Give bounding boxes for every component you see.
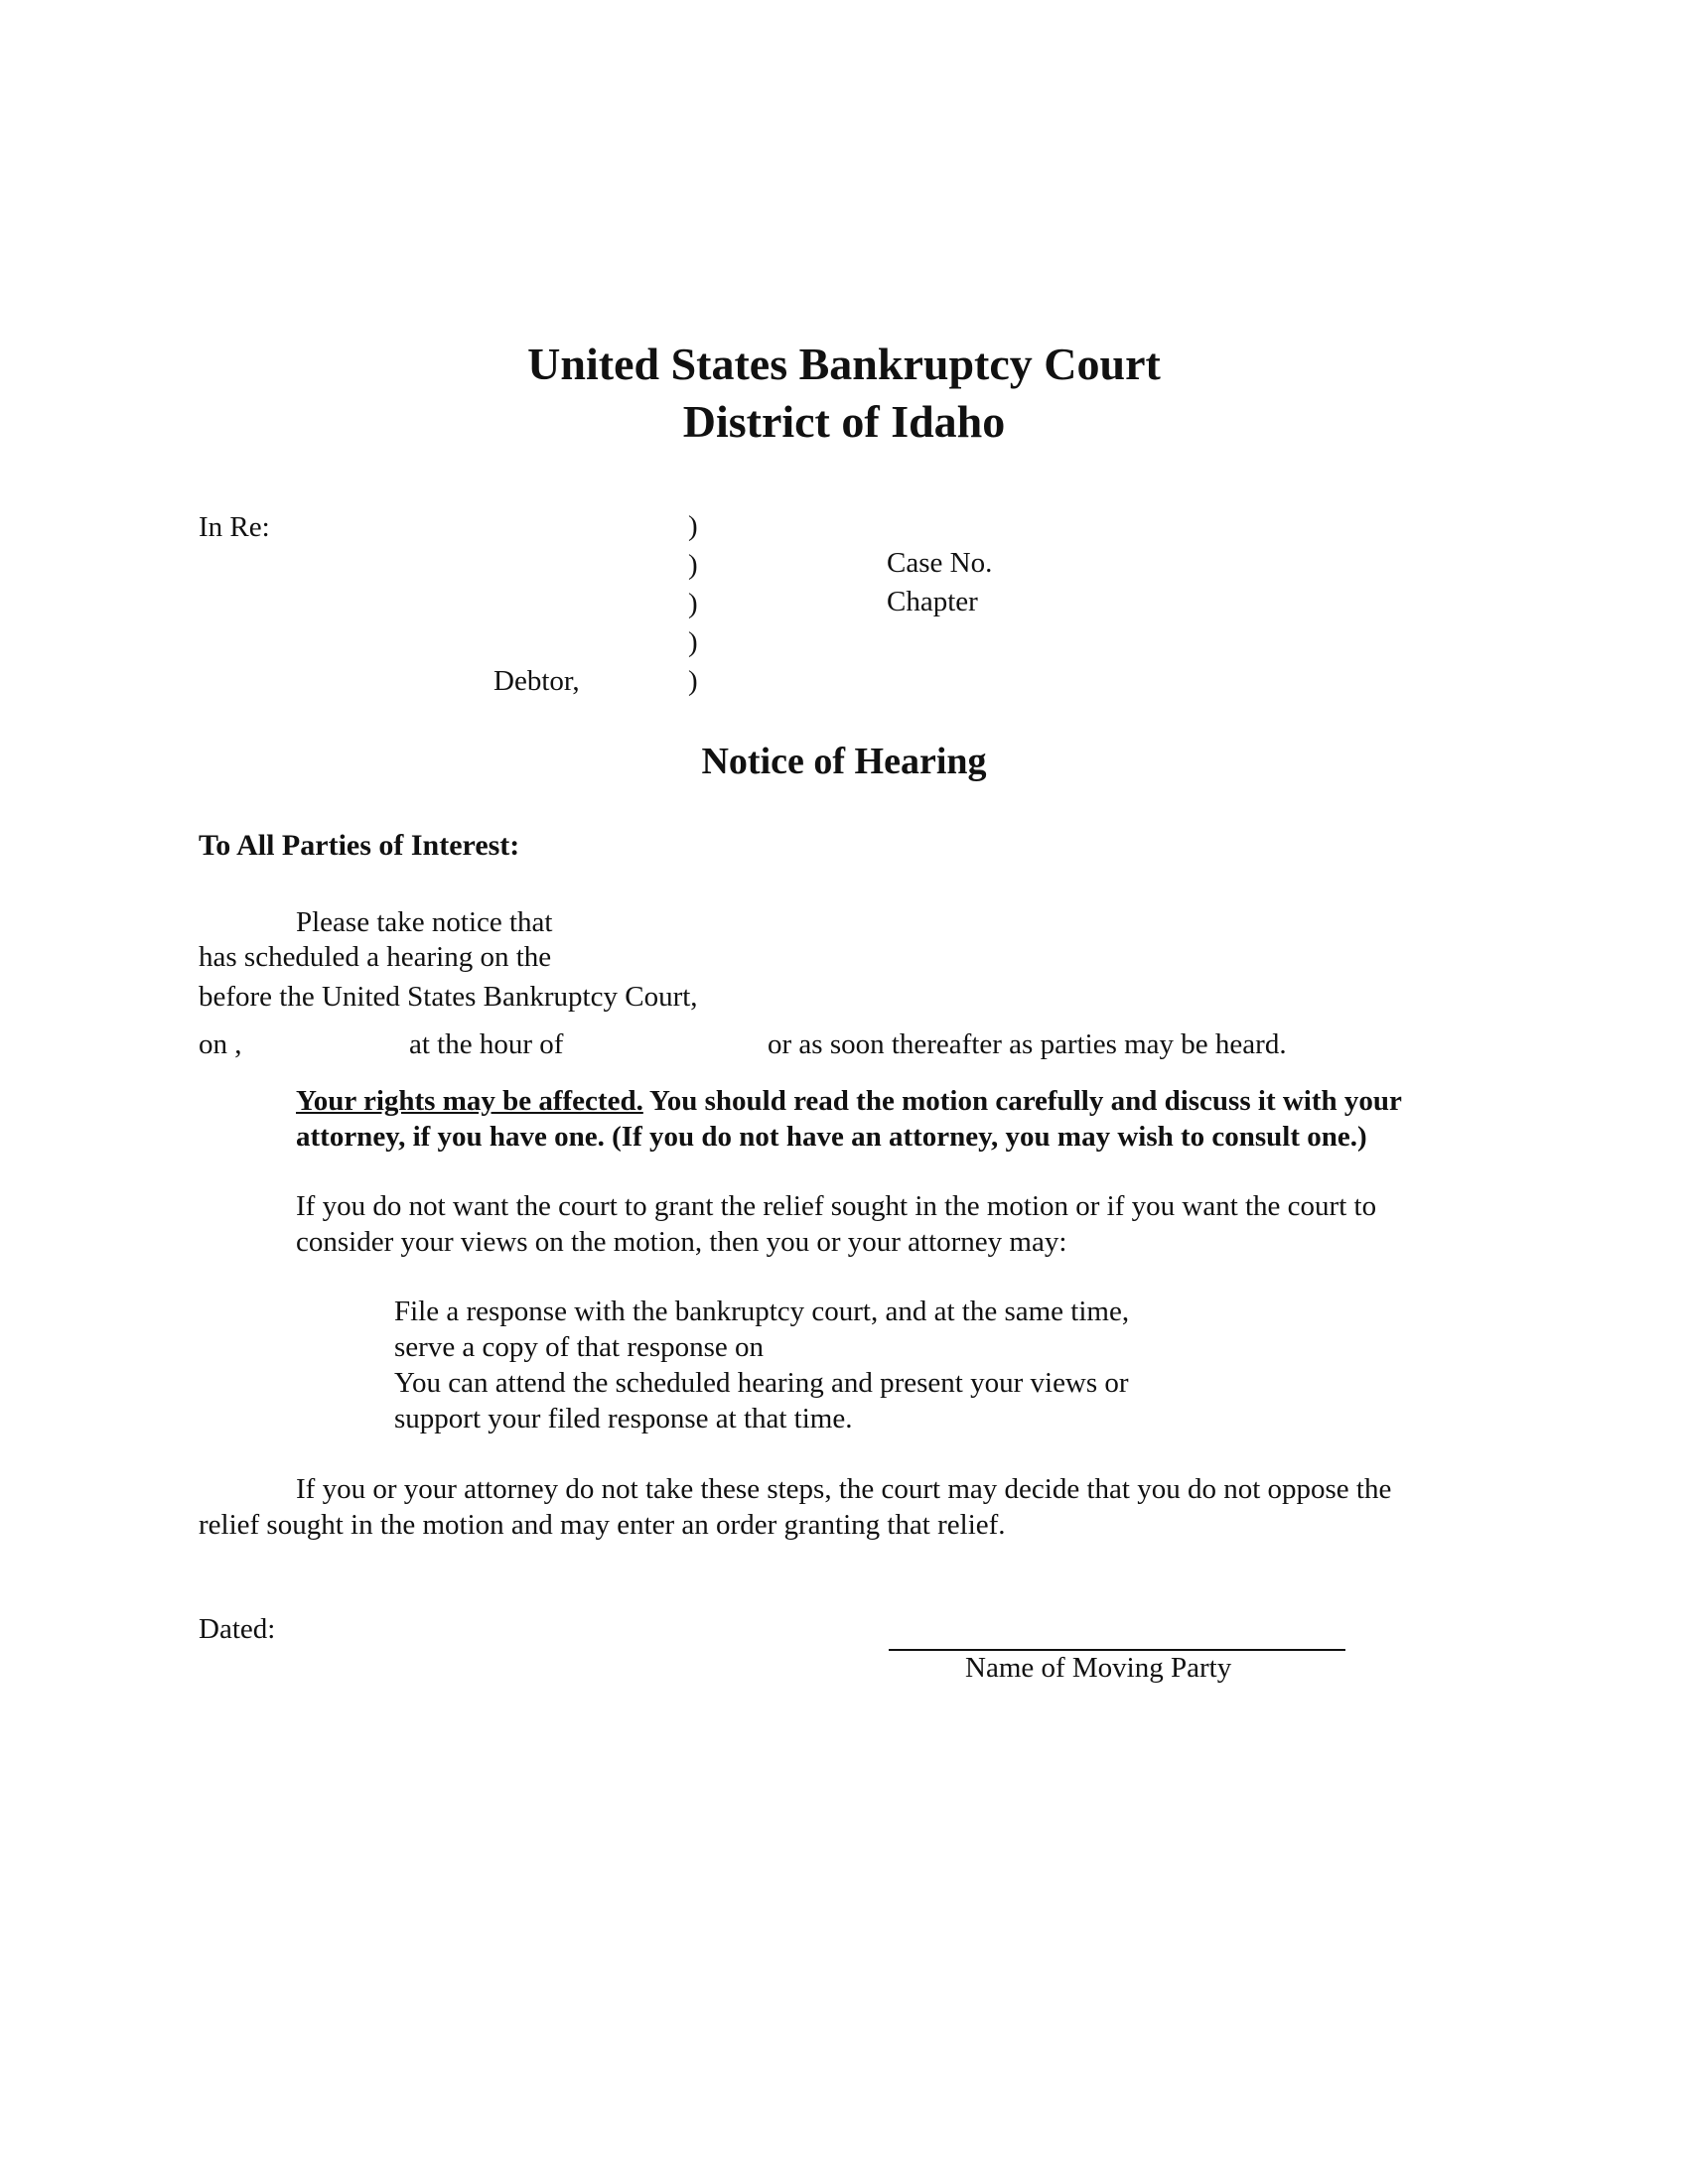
caption-paren: ) — [688, 510, 698, 542]
notice-line-1: Please take notice that — [296, 906, 553, 938]
caption-paren: ) — [688, 588, 698, 619]
rights-warning-rest: You should read the motion carefully and discuss it with your — [642, 1085, 1402, 1117]
case-no-label: Case No. — [887, 547, 993, 579]
step-line-1: File a response with the bankruptcy court, and at the same time, — [394, 1296, 1130, 1327]
consequence-line-1: If you or your attorney do not take these steps, the court may decide that you do not oppose the — [296, 1473, 1392, 1505]
rights-warning-underlined: Your rights may be affected. — [296, 1085, 643, 1117]
salutation: To All Parties of Interest: — [199, 829, 520, 862]
chapter-label: Chapter — [887, 586, 978, 617]
step-line-4: support your filed response at that time. — [394, 1403, 853, 1434]
step-line-3: You can attend the scheduled hearing and present your views or — [394, 1367, 1129, 1399]
in-re-label: In Re: — [199, 511, 270, 543]
debtor-label: Debtor, — [493, 665, 580, 697]
moving-party-label: Name of Moving Party — [965, 1652, 1232, 1684]
consequence-line-2: relief sought in the motion and may enter an order granting that relief. — [199, 1509, 1006, 1541]
notice-hour: at the hour of — [409, 1028, 564, 1060]
caption-paren: ) — [688, 626, 698, 658]
notice-line-3: before the United States Bankruptcy Court, — [199, 981, 698, 1013]
dated-label: Dated: — [199, 1613, 276, 1645]
response-intro-line-2: consider your views on the motion, then you or your attorney may: — [296, 1226, 1067, 1258]
notice-line-2: has scheduled a hearing on the — [199, 941, 552, 973]
notice-tail: or as soon thereafter as parties may be heard. — [768, 1028, 1287, 1060]
caption-paren: ) — [688, 549, 698, 581]
caption-paren: ) — [688, 665, 698, 697]
rights-warning-line-2: attorney, if you have one. (If you do not have an attorney, you may wish to consult one.) — [296, 1121, 1367, 1153]
step-line-2: serve a copy of that response on — [394, 1331, 765, 1363]
court-name: United States Bankruptcy Court — [527, 339, 1161, 389]
rights-warning-line-1 — [296, 1083, 1402, 1119]
notice-title: Notice of Hearing — [701, 741, 987, 782]
district-name: District of Idaho — [682, 396, 1006, 447]
notice-on: on , — [199, 1028, 242, 1060]
response-intro-line-1: If you do not want the court to grant the relief sought in the motion or if you want the court to — [296, 1190, 1377, 1222]
